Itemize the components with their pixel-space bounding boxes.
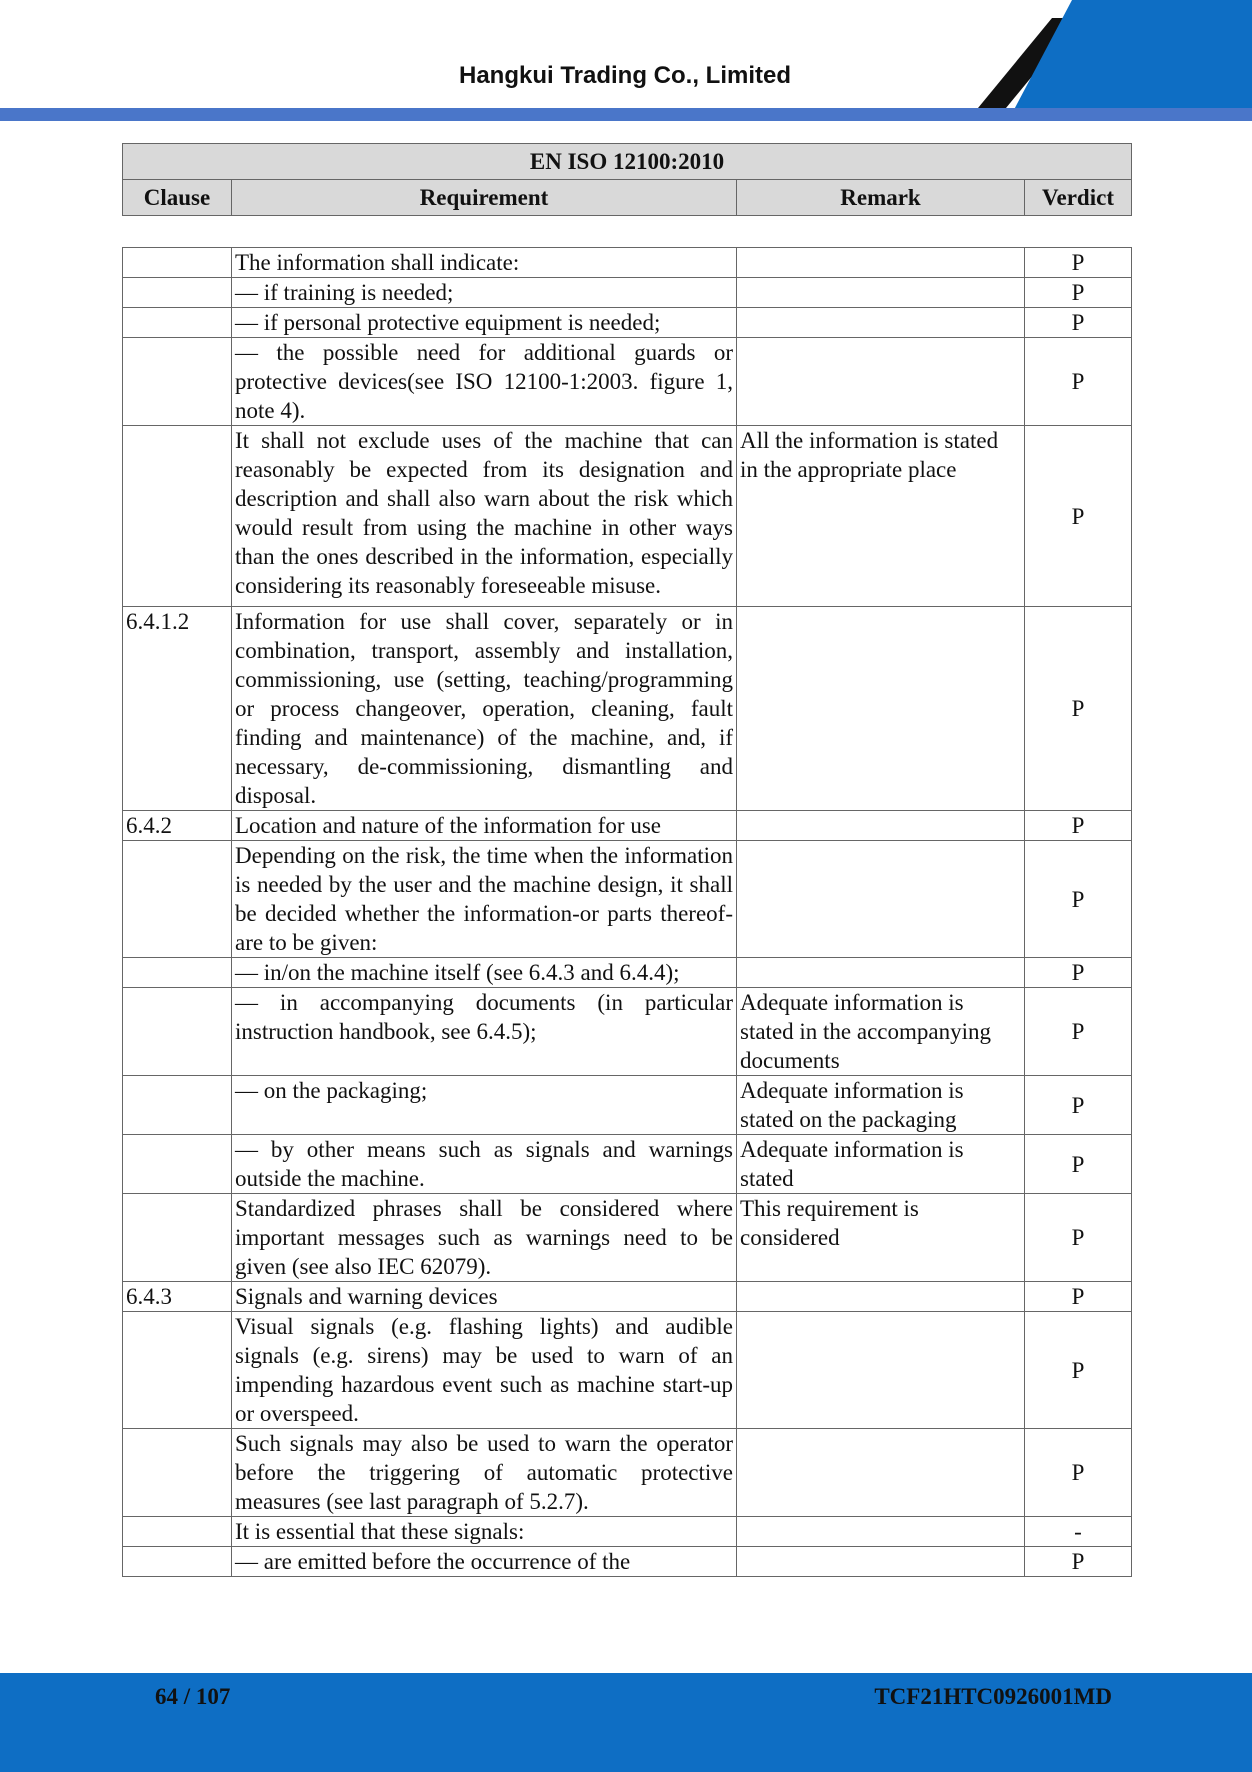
remark-cell: Adequate information is stated bbox=[737, 1135, 1025, 1194]
verdict-cell: P bbox=[1025, 426, 1132, 607]
requirement-cell: — in accompanying documents (in particular instruction handbook, see 6.4.5); bbox=[232, 988, 737, 1076]
company-name: Hangkui Trading Co., Limited bbox=[458, 62, 791, 89]
requirement-cell: It shall not exclude uses of the machine that can reasonably be expected from its designation and description and shall also warn about the risk which would result from using the machine in other ways than the ones described in the information, especially considering its reasonably foreseeable misuse. bbox=[232, 426, 737, 607]
verdict-cell: P bbox=[1025, 841, 1132, 958]
standard-title: EN ISO 12100:2010 bbox=[123, 144, 1132, 180]
remark-cell bbox=[737, 278, 1025, 308]
remark-cell: This requirement is considered bbox=[737, 1194, 1025, 1282]
verdict-cell: P bbox=[1025, 308, 1132, 338]
table-row bbox=[123, 426, 1132, 607]
verdict-cell: P bbox=[1025, 1076, 1132, 1135]
remark-cell bbox=[737, 958, 1025, 988]
table-row bbox=[123, 811, 1132, 841]
requirement-cell: — if personal protective equipment is needed; bbox=[232, 308, 737, 338]
verdict-cell: P bbox=[1025, 958, 1132, 988]
requirement-cell: Signals and warning devices bbox=[232, 1282, 737, 1312]
verdict-cell: P bbox=[1025, 338, 1132, 426]
verdict-cell: P bbox=[1025, 607, 1132, 811]
clause-cell: 6.4.3 bbox=[123, 1282, 232, 1312]
clause-cell bbox=[123, 1135, 232, 1194]
verdict-cell: P bbox=[1025, 988, 1132, 1076]
remark-cell bbox=[737, 338, 1025, 426]
requirement-cell: Information for use shall cover, separately or in combination, transport, assembly and installation, commissioning, use (setting, teaching/programming or process changeover, operation, cleaning, fault finding and maintenance) of the machine, and, if necessary, de-commissioning, dismantling and disposal. bbox=[232, 607, 737, 811]
verdict-cell: P bbox=[1025, 278, 1132, 308]
requirements-table bbox=[122, 247, 1132, 1577]
column-header-clause: Clause bbox=[123, 180, 232, 216]
header-stripe bbox=[0, 108, 1252, 121]
clause-cell bbox=[123, 1547, 232, 1577]
verdict-cell: P bbox=[1025, 1194, 1132, 1282]
clause-cell bbox=[123, 248, 232, 278]
clause-cell bbox=[123, 1312, 232, 1429]
remark-cell bbox=[737, 811, 1025, 841]
clause-cell bbox=[123, 278, 232, 308]
verdict-cell: P bbox=[1025, 1429, 1132, 1517]
table-row bbox=[123, 248, 1132, 278]
clause-cell bbox=[123, 1517, 232, 1547]
table-row bbox=[123, 278, 1132, 308]
remark-cell bbox=[737, 308, 1025, 338]
table-row bbox=[123, 988, 1132, 1076]
page-number: 64 / 107 bbox=[155, 1684, 231, 1709]
table-row bbox=[123, 958, 1132, 988]
verdict-cell: P bbox=[1025, 1312, 1132, 1429]
requirement-cell: Visual signals (e.g. flashing lights) and audible signals (e.g. sirens) may be used to warn of an impending hazardous event such as machine start-up or overspeed. bbox=[232, 1312, 737, 1429]
column-header-remark: Remark bbox=[737, 180, 1025, 216]
table-row bbox=[123, 1547, 1132, 1577]
table-row bbox=[123, 1312, 1132, 1429]
remark-cell bbox=[737, 1547, 1025, 1577]
clause-cell bbox=[123, 988, 232, 1076]
requirement-cell: It is essential that these signals: bbox=[232, 1517, 737, 1547]
verdict-cell: P bbox=[1025, 248, 1132, 278]
remark-cell: All the information is stated in the appropriate place bbox=[737, 426, 1025, 607]
remark-cell bbox=[737, 607, 1025, 811]
table-row bbox=[123, 1517, 1132, 1547]
requirement-cell: — in/on the machine itself (see 6.4.3 and 6.4.4); bbox=[232, 958, 737, 988]
table-row bbox=[123, 607, 1132, 811]
clause-cell bbox=[123, 1076, 232, 1135]
table-row bbox=[123, 841, 1132, 958]
header-corner-graphic bbox=[960, 0, 1252, 121]
column-header-verdict: Verdict bbox=[1025, 180, 1132, 216]
requirement-cell: — are emitted before the occurrence of the bbox=[232, 1547, 737, 1577]
remark-cell bbox=[737, 1282, 1025, 1312]
clause-cell bbox=[123, 338, 232, 426]
verdict-cell: P bbox=[1025, 1282, 1132, 1312]
report-code: TCF21HTC0926001MD bbox=[874, 1684, 1112, 1709]
table-row bbox=[123, 1282, 1132, 1312]
remark-cell bbox=[737, 1429, 1025, 1517]
table-row bbox=[123, 308, 1132, 338]
remark-cell bbox=[737, 1517, 1025, 1547]
clause-cell: 6.4.2 bbox=[123, 811, 232, 841]
table-header bbox=[122, 143, 1132, 216]
clause-cell bbox=[123, 958, 232, 988]
clause-cell bbox=[123, 1429, 232, 1517]
remark-cell bbox=[737, 248, 1025, 278]
requirement-cell: Standardized phrases shall be considered where important messages such as warnings need to be given (see also IEC 62079). bbox=[232, 1194, 737, 1282]
clause-cell: 6.4.1.2 bbox=[123, 607, 232, 811]
table-row bbox=[123, 1076, 1132, 1135]
remark-cell: Adequate information is stated in the accompanying documents bbox=[737, 988, 1025, 1076]
verdict-cell: P bbox=[1025, 1135, 1132, 1194]
requirements-table-body bbox=[123, 248, 1132, 1577]
clause-cell bbox=[123, 308, 232, 338]
requirement-cell: — if training is needed; bbox=[232, 278, 737, 308]
table-row bbox=[123, 1429, 1132, 1517]
clause-cell bbox=[123, 1194, 232, 1282]
clause-cell bbox=[123, 426, 232, 607]
remark-cell bbox=[737, 841, 1025, 958]
requirement-cell: Location and nature of the information for use bbox=[232, 811, 737, 841]
table-row bbox=[123, 1135, 1132, 1194]
requirement-cell: Such signals may also be used to warn the operator before the triggering of automatic protective measures (see last paragraph of 5.2.7). bbox=[232, 1429, 737, 1517]
requirement-cell: — by other means such as signals and warnings outside the machine. bbox=[232, 1135, 737, 1194]
clause-cell bbox=[123, 841, 232, 958]
requirement-cell: — the possible need for additional guards or protective devices(see ISO 12100-1:2003. figure 1, note 4). bbox=[232, 338, 737, 426]
verdict-cell: P bbox=[1025, 1547, 1132, 1577]
verdict-cell: - bbox=[1025, 1517, 1132, 1547]
remark-cell bbox=[737, 1312, 1025, 1429]
requirement-cell: The information shall indicate: bbox=[232, 248, 737, 278]
requirement-cell: Depending on the risk, the time when the information is needed by the user and the machine design, it shall be decided whether the information-or parts thereof-are to be given: bbox=[232, 841, 737, 958]
table-row bbox=[123, 338, 1132, 426]
verdict-cell: P bbox=[1025, 811, 1132, 841]
table-row bbox=[123, 1194, 1132, 1282]
remark-cell: Adequate information is stated on the packaging bbox=[737, 1076, 1025, 1135]
requirement-cell: — on the packaging; bbox=[232, 1076, 737, 1135]
column-header-requirement: Requirement bbox=[232, 180, 737, 216]
header-blue-block bbox=[1008, 0, 1252, 121]
